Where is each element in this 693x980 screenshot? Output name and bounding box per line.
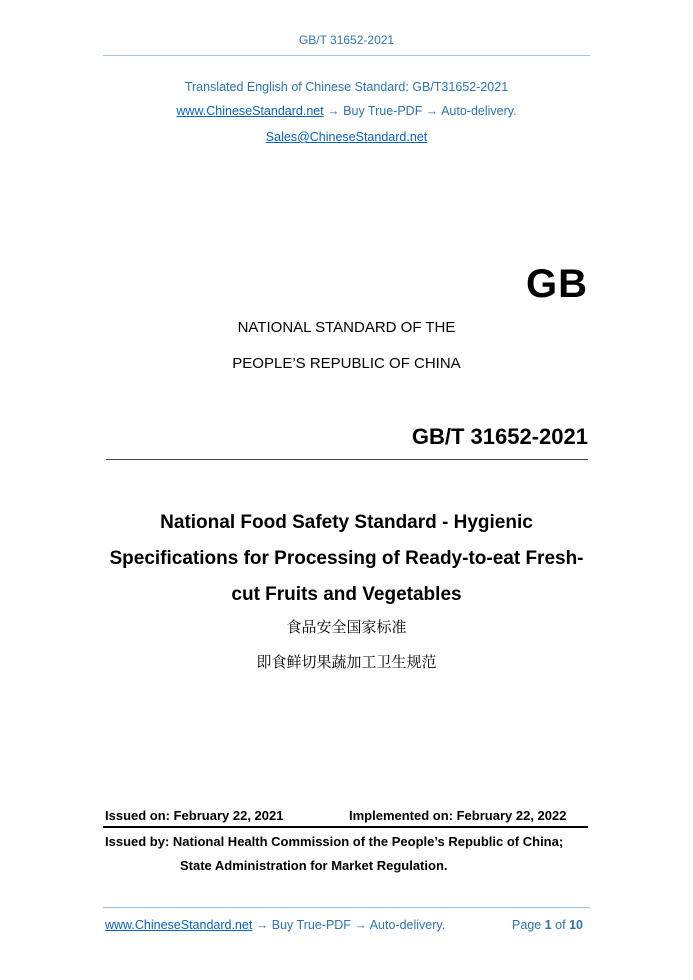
title-english-line-2: Specifications for Processing of Ready-to-eat Fresh- bbox=[109, 548, 584, 569]
national-standard-line-1: NATIONAL STANDARD OF THE bbox=[237, 319, 456, 336]
standard-number: GB/T 31652-2021 bbox=[411, 424, 588, 449]
title-english-line-3: cut Fruits and Vegetables bbox=[231, 584, 462, 605]
standard-number-divider bbox=[106, 459, 588, 460]
footer-divider bbox=[103, 907, 590, 908]
issuance-divider bbox=[103, 826, 588, 828]
translated-notice: Translated English of Chinese Standard: GB/T31652-2021 bbox=[184, 80, 509, 94]
sales-email-link[interactable]: Sales@ChineseStandard.net bbox=[265, 130, 428, 144]
page-total: 10 bbox=[569, 918, 583, 932]
page-of: of bbox=[555, 918, 566, 932]
implemented-on-date: Implemented on: February 22, 2022 bbox=[349, 808, 567, 823]
sales-line bbox=[0, 130, 693, 144]
issued-by: Issued by: National Health Commission of the People’s Republic of China; bbox=[105, 834, 564, 849]
title-chinese-line-2: 即食鲜切果蔬加工卫生规范 bbox=[256, 653, 437, 671]
header-divider bbox=[103, 55, 590, 56]
page-current: 1 bbox=[544, 918, 552, 932]
buy-notice bbox=[0, 104, 693, 118]
gb-mark: GB bbox=[526, 262, 588, 306]
footer-buy-text: → Buy True-PDF → Auto-delivery. bbox=[252, 918, 446, 932]
national-standard-line-2: PEOPLE’S REPUBLIC OF CHINA bbox=[232, 355, 461, 372]
footer-site-link[interactable]: www.ChineseStandard.net bbox=[105, 918, 253, 932]
title-english bbox=[0, 505, 693, 613]
title-chinese-line-1: 食品安全国家标准 bbox=[286, 618, 407, 636]
header-standard-id: GB/T 31652-2021 bbox=[298, 33, 395, 47]
issued-on-date: Issued on: February 22, 2021 bbox=[105, 808, 284, 823]
site-link[interactable]: www.ChineseStandard.net bbox=[176, 104, 324, 118]
page-label: Page bbox=[512, 918, 542, 932]
issued-by-continued: State Administration for Market Regulation. bbox=[180, 858, 448, 873]
title-english-line-1: National Food Safety Standard - Hygienic bbox=[160, 512, 533, 533]
footer-buy-notice bbox=[105, 918, 445, 932]
buy-text: → Buy True-PDF → Auto-delivery. bbox=[323, 104, 517, 118]
page-indicator bbox=[512, 918, 583, 932]
